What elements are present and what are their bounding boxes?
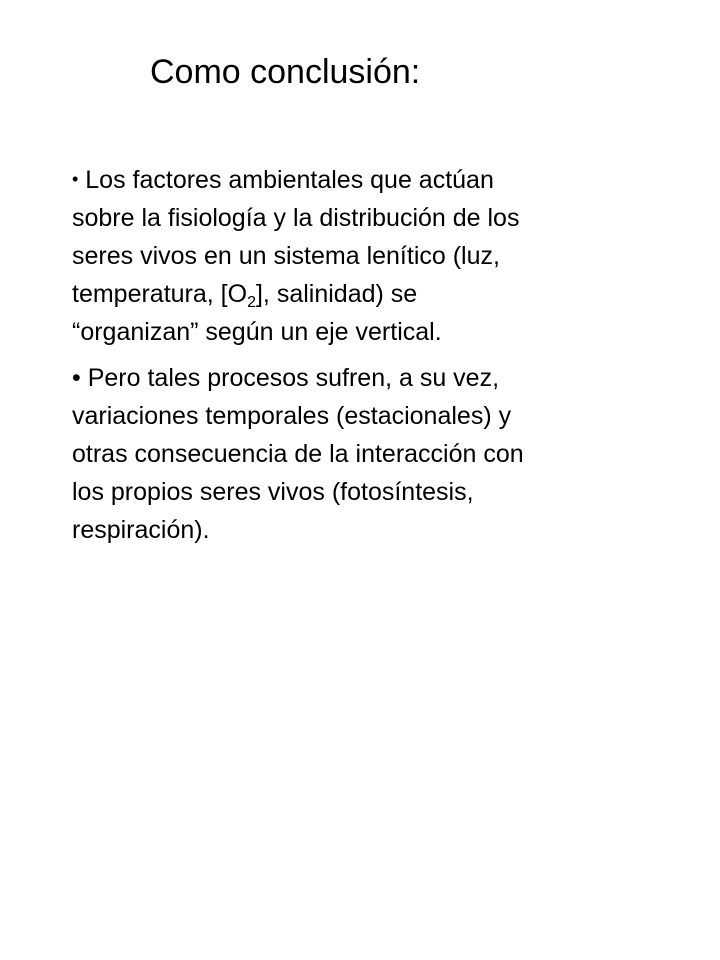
paragraph-2-line-1 [72, 359, 672, 397]
slide-body [72, 160, 672, 549]
oxygen-subscript: 2 [247, 294, 256, 311]
paragraph-1-line-4 [72, 275, 672, 313]
paragraph-1-line-3: seres vivos en un sistema lenítico (luz, [72, 242, 500, 270]
paragraph-1-line-4-end: ], salinidad) se [255, 280, 418, 308]
paragraph-2-line-4: los propios seres vivos (fotosíntesis, [72, 478, 474, 506]
paragraph-1-line-1 [72, 160, 672, 199]
paragraph-2-line-1-text: Pero tales procesos sufren, a su vez, [87, 364, 500, 392]
bullet-paragraph-2 [72, 359, 672, 549]
paragraph-1-line-5: “organizan” según un eje vertical. [72, 318, 442, 346]
paragraph-2-line-5: respiración). [72, 516, 210, 544]
slide-title: Como conclusión: [150, 53, 421, 91]
bullet-icon: • [72, 169, 79, 189]
paragraph-1-line-1-text: Los factores ambientales que actúan [85, 166, 494, 194]
paragraph-2-line-3: otras consecuencia de la interacción con [72, 440, 524, 468]
paragraph-1-line-4-start: temperatura, [O [72, 280, 248, 308]
bullet-icon: • [72, 364, 81, 392]
bullet-paragraph-1 [72, 160, 672, 351]
paragraph-1-line-2: sobre la fisiología y la distribución de los [72, 204, 520, 232]
paragraph-2-line-2: variaciones temporales (estacionales) y [72, 402, 512, 430]
